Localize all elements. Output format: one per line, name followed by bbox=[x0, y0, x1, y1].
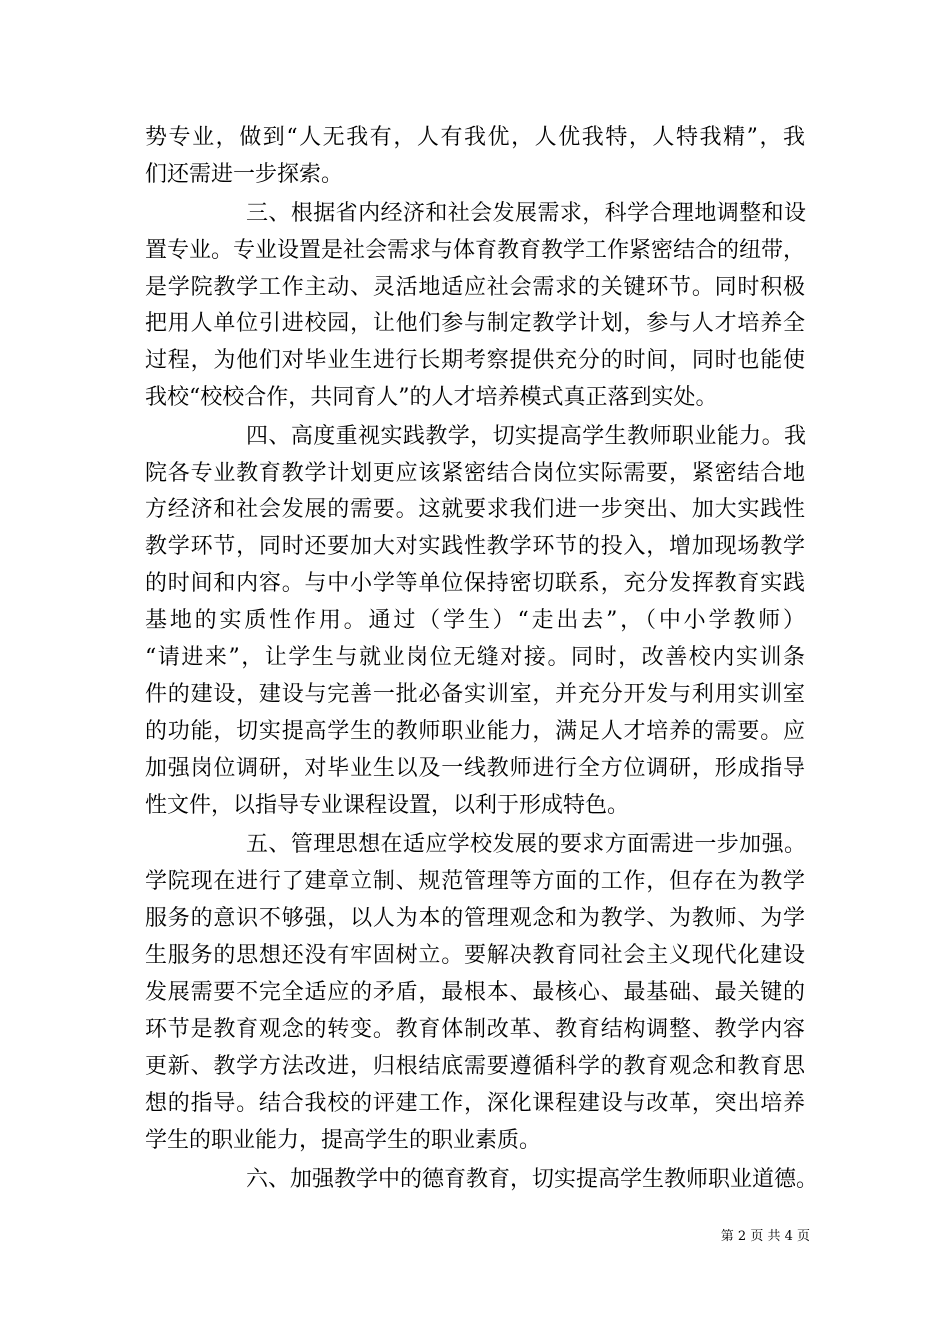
text-line: 过程，为他们对毕业生进行长期考察提供充分的时间，同时也能使 bbox=[145, 348, 805, 373]
text-line: “请进来”，让学生与就业岗位无缝对接。同时，改善校内实训条 bbox=[145, 645, 805, 670]
text-line: 性文件，以指导专业课程设置，以利于形成特色。 bbox=[145, 793, 630, 818]
text-line: 学院现在进行了建章立制、规范管理等方面的工作，但存在为教学 bbox=[145, 869, 805, 894]
text-line: 学生的职业能力，提高学生的职业素质。 bbox=[145, 1128, 542, 1153]
text-line: 想的指导。结合我校的评建工作，深化课程建设与改革，突出培养 bbox=[145, 1091, 805, 1116]
paragraph-6-heading: 六、加强教学中的德育教育，切实提高学生教师职业道德。 bbox=[246, 1167, 819, 1192]
text-line: 们还需进一步探索。 bbox=[145, 162, 344, 187]
text-line: 服务的意识不够强，以人为本的管理观念和为教学、为教师、为学 bbox=[145, 906, 805, 931]
text-line: 把用人单位引进校园，让他们参与制定教学计划，参与人才培养全 bbox=[145, 311, 805, 336]
paragraph-5-heading: 五、管理思想在适应学校发展的要求方面需进一步加强。 bbox=[246, 832, 806, 857]
text-line: 更新、教学方法改进，归根结底需要遵循科学的教育观念和教育思 bbox=[145, 1054, 805, 1079]
text-line: 是学院教学工作主动、灵活地适应社会需求的关键环节。同时积极 bbox=[145, 275, 805, 300]
text-line: 环节是教育观念的转变。教育体制改革、教育结构调整、教学内容 bbox=[145, 1017, 805, 1042]
text-line: 加强岗位调研，对毕业生以及一线教师进行全方位调研，形成指导 bbox=[145, 756, 805, 781]
text-line: 件的建设，建设与完善一批必备实训室，并充分开发与利用实训室 bbox=[145, 682, 805, 707]
text-line: 置专业。专业设置是社会需求与体育教育教学工作紧密结合的纽带， bbox=[145, 238, 806, 263]
paragraph-4-heading: 四、高度重视实践教学，切实提高学生教师职业能力。我 bbox=[246, 424, 806, 449]
page-number-footer: 第 2 页 共 4 页 bbox=[720, 1229, 810, 1244]
text-line: 院各专业教育教学计划更应该紧密结合岗位实际需要，紧密结合地 bbox=[145, 461, 805, 486]
text-line: 生服务的思想还没有牢固树立。要解决教育同社会主义现代化建设 bbox=[145, 943, 805, 968]
text-line: 方经济和社会发展的需要。这就要求我们进一步突出、加大实践性 bbox=[145, 497, 805, 522]
text-line: 我校“校校合作，共同育人”的人才培养模式真正落到实处。 bbox=[145, 385, 718, 410]
text-line: 教学环节，同时还要加大对实践性教学环节的投入，增加现场教学 bbox=[145, 534, 805, 559]
text-line: 发展需要不完全适应的矛盾，最根本、最核心、最基础、最关键的 bbox=[145, 980, 805, 1005]
text-line: 势专业，做到“人无我有，人有我优，人优我特，人特我精”，我 bbox=[145, 125, 805, 150]
paragraph-3-heading: 三、根据省内经济和社会发展需求，科学合理地调整和设 bbox=[246, 201, 806, 226]
text-line: 基地的实质性作用。通过（学生）“走出去”，（中小学教师） bbox=[145, 608, 805, 633]
text-line: 的功能，切实提高学生的教师职业能力，满足人才培养的需要。应 bbox=[145, 719, 805, 744]
text-line: 的时间和内容。与中小学等单位保持密切联系，充分发挥教育实践 bbox=[145, 571, 805, 596]
